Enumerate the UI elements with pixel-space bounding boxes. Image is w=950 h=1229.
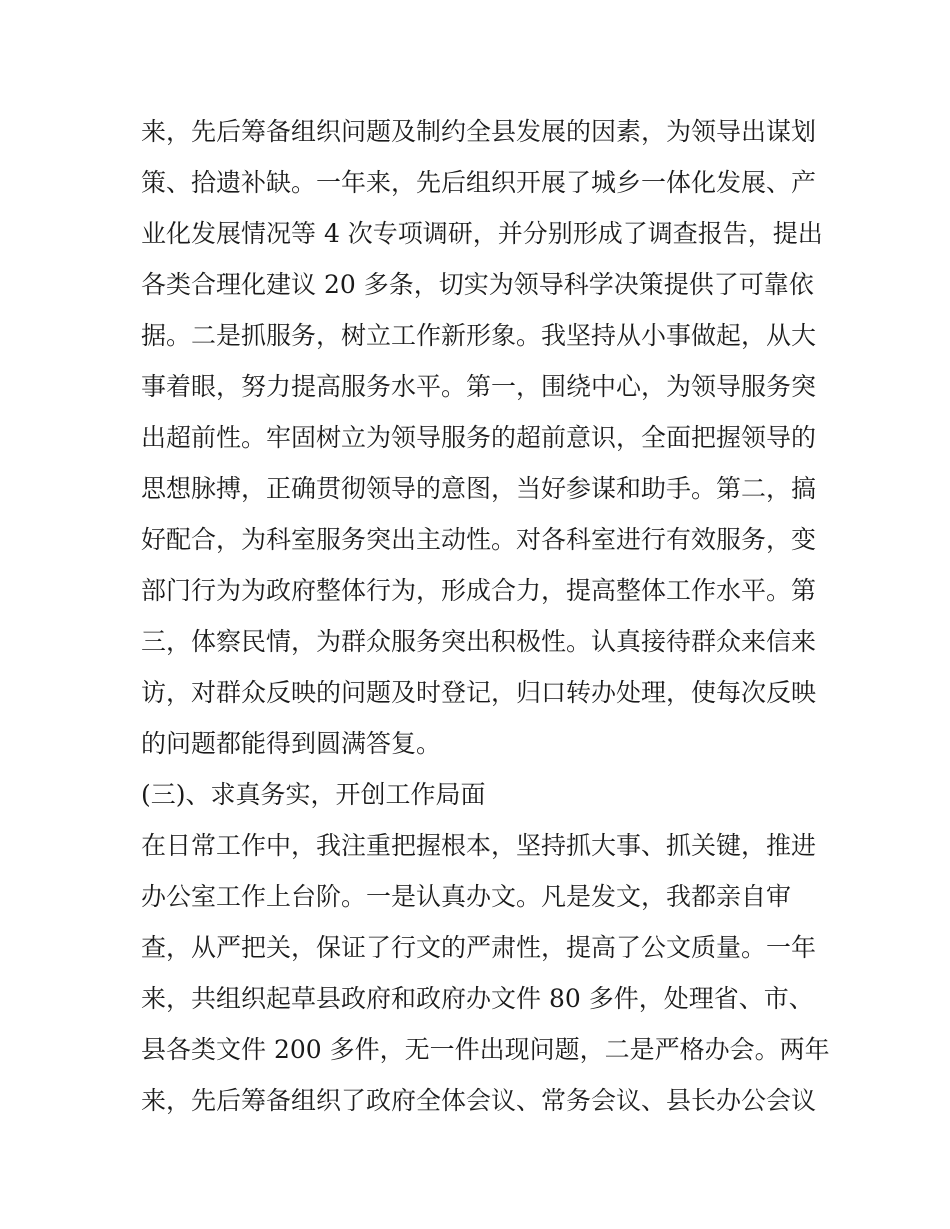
section-heading: (三)、求真务实，开创工作局面 <box>141 780 486 809</box>
text-line-16: 办公室工作上台阶。一是认真办文。凡是发文，我都亲自审 <box>141 882 792 911</box>
text-line-5: 据。二是抓服务，树立工作新形象。我坚持从小事做起，从大 <box>141 321 817 350</box>
text-line-1: 来，先后筹备组织问题及制约全县发展的因素，为领导出谋划 <box>141 117 817 146</box>
text-line-2: 策、拾遗补缺。一年来，先后组织开展了城乡一体化发展、产 <box>141 168 817 197</box>
text-line-3: 业化发展情况等 4 次专项调研，并分别形成了调查报告，提出 <box>141 219 823 248</box>
text-line-20: 来，先后筹备组织了政府全体会议、常务会议、县长办公会议 <box>141 1086 817 1115</box>
text-line-8: 思想脉搏，正确贯彻领导的意图，当好参谋和助手。第二，搞 <box>141 474 817 503</box>
text-line-17: 查，从严把关，保证了行文的严肃性，提高了公文质量。一年 <box>141 933 817 962</box>
text-line-11: 三，体察民情，为群众服务突出积极性。认真接待群众来信来 <box>141 627 817 656</box>
text-line-12: 访，对群众反映的问题及时登记，归口转办处理，使每次反映 <box>141 678 817 707</box>
text-line-19: 县各类文件 200 多件，无一件出现问题，二是严格办会。两年 <box>141 1035 830 1064</box>
text-line-15: 在日常工作中，我注重把握根本，坚持抓大事、抓关键，推进 <box>141 831 817 860</box>
body-text <box>141 106 830 1126</box>
text-line-13: 的问题都能得到圆满答复。 <box>141 729 442 758</box>
text-line-7: 出超前性。牢固树立为领导服务的超前意识，全面把握领导的 <box>141 423 817 452</box>
text-line-10: 部门行为为政府整体行为，形成合力，提高整体工作水平。第 <box>141 576 817 605</box>
text-line-9: 好配合，为科室服务突出主动性。对各科室进行有效服务，变 <box>141 525 817 554</box>
text-line-18: 来，共组织起草县政府和政府办文件 80 多件，处理省、市、 <box>141 984 814 1013</box>
text-line-4: 各类合理化建议 20 多条，切实为领导科学决策提供了可靠依 <box>141 270 814 299</box>
text-line-6: 事着眼，努力提高服务水平。第一，围绕中心，为领导服务突 <box>141 372 817 401</box>
